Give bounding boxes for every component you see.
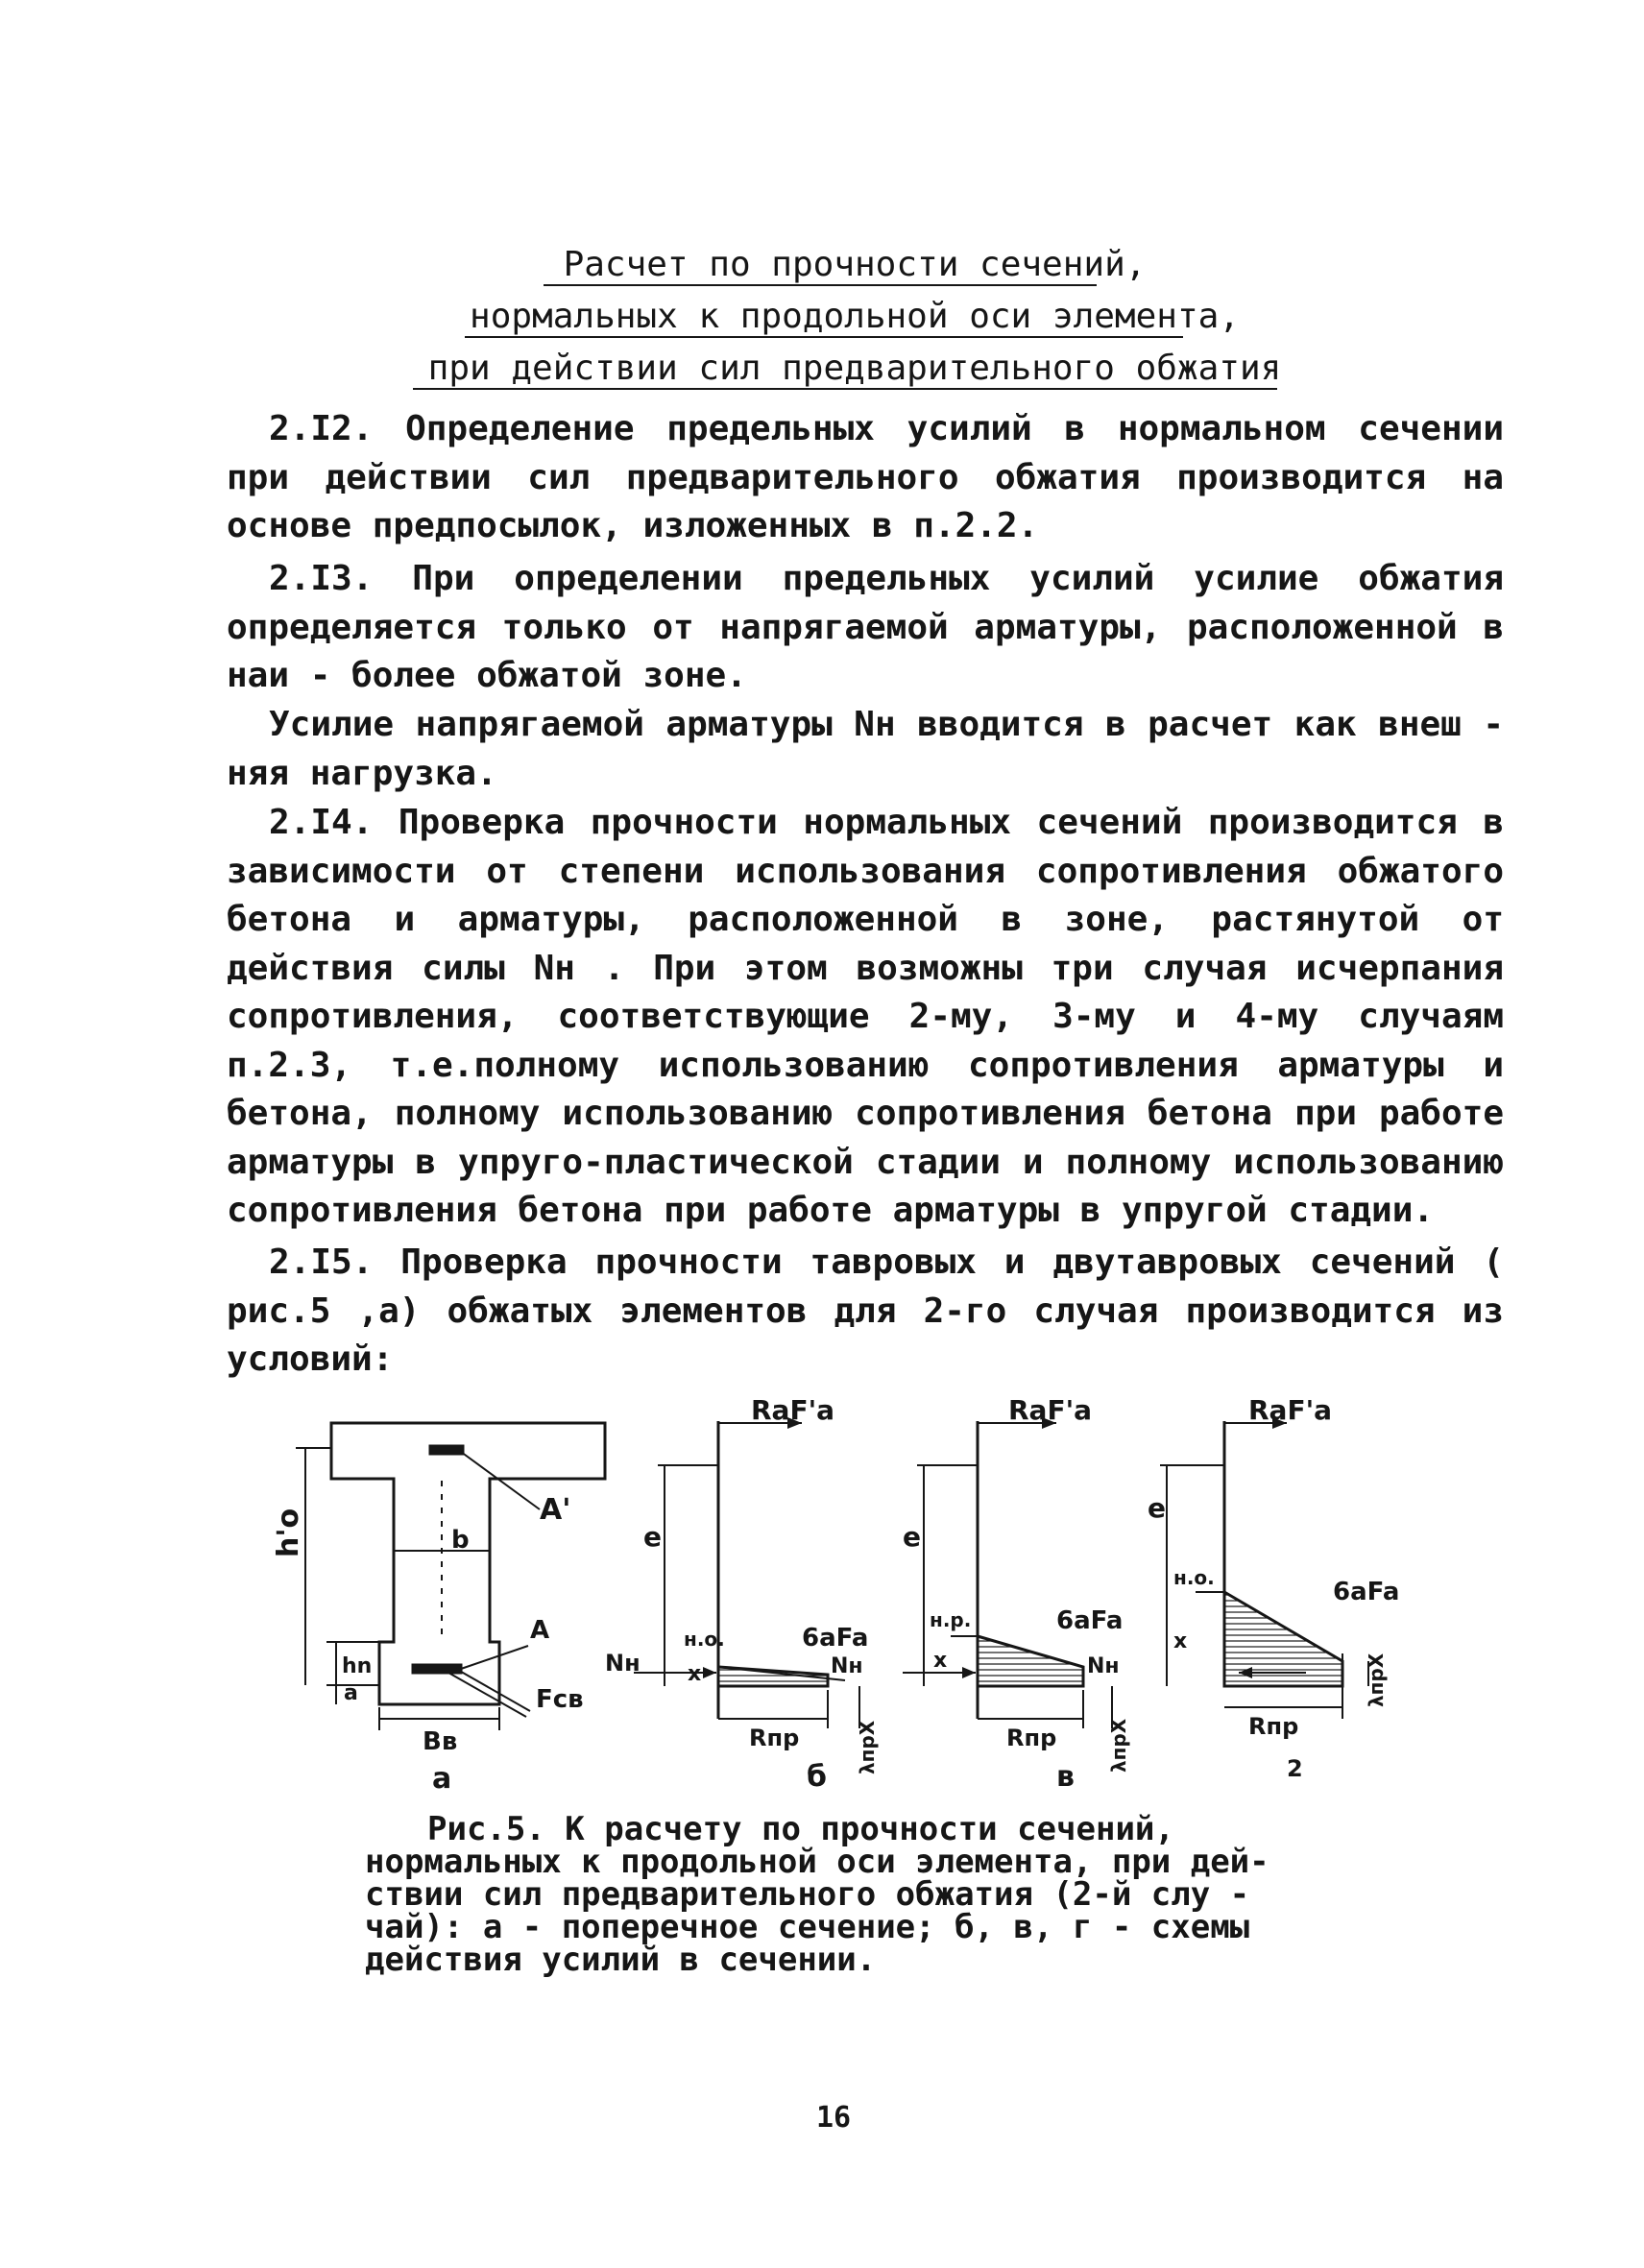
label-a-dim: a [344,1681,358,1705]
label-nn-1b: Nн [831,1654,863,1678]
paragraph-2-15-text: 2.I5. Проверка прочности тавровых и двутавровых сечений ( рис.5 ,а) обжатых элементов для 2-го случая производится из условий: [227,1243,1504,1379]
label-e-1: e [643,1521,662,1553]
label-rafa-3: RaF'a [1248,1394,1333,1426]
caption-line-4: чай): а - поперечное сечение; б, в, г - схемы [365,1908,1250,1946]
panel-label-v: в [1056,1760,1075,1794]
paragraph-2-15 [227,1239,1504,1385]
figure-5 [272,1394,1421,1824]
label-x-3: x [1173,1629,1188,1653]
panel-v-scheme [903,1417,1112,1728]
label-x-1: x [688,1662,702,1686]
caption-line-5: действия усилий в сечении. [365,1941,877,1979]
label-h0: h'o [272,1508,305,1557]
label-e-2: e [903,1521,921,1553]
heading-line-1: Расчет по прочности сечений, [563,245,1147,284]
panel-b-scheme [634,1417,859,1728]
label-lambda-2: λпрX [1107,1718,1130,1773]
label-nn-2: Nн [1087,1654,1120,1678]
label-sigma-1: 6aFa [802,1624,869,1653]
label-rafa-1: RaF'a [751,1394,835,1426]
label-no-1: н.о. [684,1628,725,1651]
label-hn: hn [342,1654,373,1678]
label-fsv: Fсв [536,1685,584,1714]
caption-line-3: ствии сил предварительного обжатия (2-й слу - [365,1875,1250,1914]
paragraph-load-text: Усилие напрягаемой арматуры Nн вводится в расчет как внеш - няя нагрузка. [227,705,1504,793]
paragraph-2-14 [227,799,1504,1236]
paragraph-load [227,701,1504,798]
panel-a-cross-section [296,1423,605,1730]
label-rpr-3: Rпр [1248,1713,1299,1740]
heading-line-3: при действии сил предварительного обжатия [427,349,1282,388]
label-sigma-2: 6aFa [1056,1606,1124,1635]
paragraph-2-13 [227,555,1504,701]
label-a-prime: A' [540,1493,571,1527]
panel-label-g: 2 [1287,1755,1303,1782]
heading-underline-2 [465,336,1183,338]
paragraph-2-12 [227,405,1504,551]
page-number: 16 [816,2101,852,2135]
caption-line-1: Рис.5. К расчету по прочности сечений, [427,1810,1174,1848]
label-lambda-1: λпрX [856,1720,879,1774]
paragraph-2-14-text: 2.I4. Проверка прочности нормальных сечений производится в зависимости от степени использования сопротивления обжатого бетона и арматуры, расположенной в зоне, растянутой от действия силы Nн . При этом возможны три случая исчерпания сопротивления, соответствующие 2-му, 3-му и 4-му случаям п.2.3, т.е.полному использованию сопротивления арматуры и бетона, полному использованию сопротивления бетона при работе арматуры в упруго-пластической стадии и полному использованию сопротивления бетона при работе арматуры в упругой стадии. [227,803,1504,1230]
label-rpr-2: Rпр [1006,1725,1057,1751]
caption-line-2: нормальных к продольной оси элемента, при дей- [365,1843,1269,1881]
label-rafa-2: RaF'a [1008,1394,1093,1426]
label-lambda-3: λпрX [1365,1653,1388,1707]
panel-label-b: б [807,1760,827,1794]
label-A: A [530,1616,550,1645]
label-sigma-3: 6aFa [1333,1578,1400,1606]
label-nn-1: Nн [605,1650,641,1677]
label-e-3: e [1148,1492,1166,1524]
label-b: b [451,1526,470,1555]
paragraph-2-13-text: 2.I3. При определении предельных усилий усилие обжатия определяется только от напрягаемой арматуры, расположенной в наи - более обжатой зоне. [227,559,1504,695]
heading-underline-3 [413,388,1277,390]
label-no-3: н.о. [1173,1566,1215,1589]
heading-underline-1 [544,284,1097,286]
label-rpr-1: Rпр [749,1725,800,1751]
label-x-2: x [933,1649,948,1673]
heading-line-2: нормальных к продольной оси элемента, [470,297,1240,336]
label-bv: Bв [423,1727,458,1756]
paragraph-2-12-text: 2.I2. Определение предельных усилий в нормальном сечении при действии сил предварительного обжатия производится на основе предпосылок, изложенных в п.2.2. [227,409,1504,545]
panel-label-a: a [432,1762,452,1796]
label-hp-2: н.р. [930,1608,972,1631]
